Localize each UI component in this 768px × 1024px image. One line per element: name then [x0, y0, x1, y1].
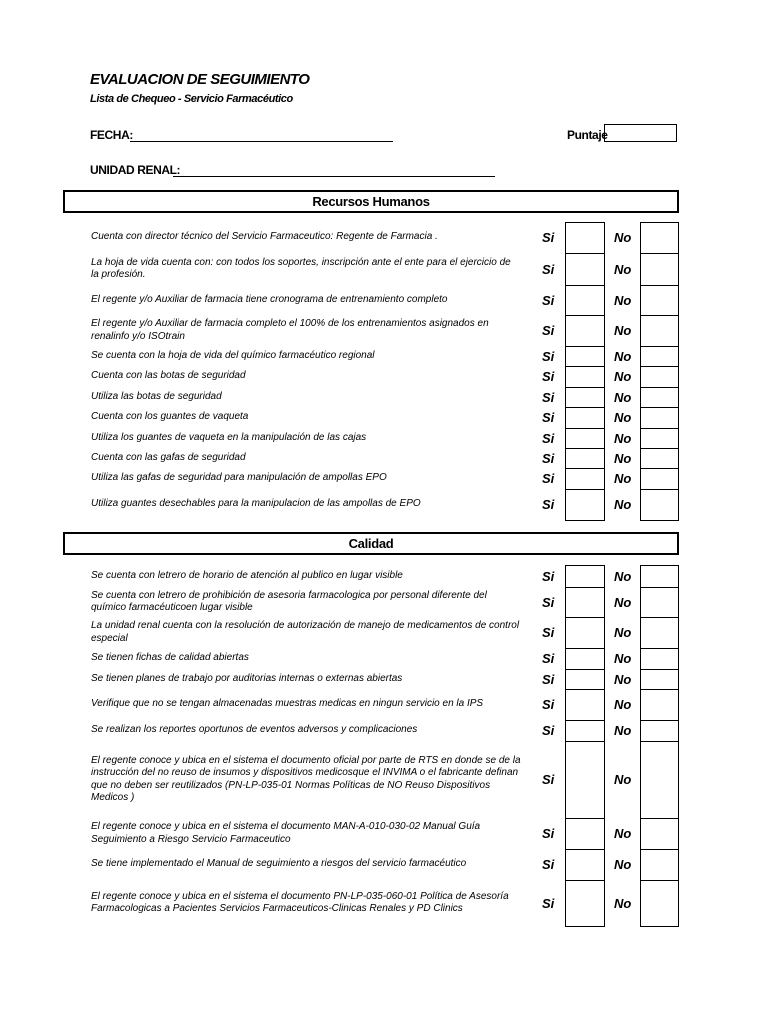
- no-checkbox[interactable]: [640, 587, 679, 618]
- checklist-item-text: La unidad renal cuenta con la resolución de autorización de manejo de medicamentos de control especial: [91, 620, 520, 644]
- si-label: Si: [542, 292, 555, 308]
- checklist-item-text: Se tienen planes de trabajo por auditorias internas o externas abiertas: [91, 672, 403, 684]
- no-label: No: [614, 261, 632, 277]
- puntaje-label: Puntaje: [567, 128, 608, 142]
- no-checkbox[interactable]: [640, 222, 679, 254]
- si-checkbox[interactable]: [565, 428, 605, 449]
- no-checkbox[interactable]: [640, 669, 679, 690]
- no-label: No: [614, 671, 632, 687]
- checklist-item-text: Se tiene implementado el Manual de seguimiento a riesgos del servicio farmacéutico: [91, 858, 467, 870]
- checklist-item-text: La hoja de vida cuenta con: con todos los soportes, inscripción ante el ente para el ejercicio de la profesión.: [91, 256, 511, 280]
- si-checkbox[interactable]: [565, 346, 605, 367]
- si-label: Si: [542, 348, 555, 364]
- document-subtitle: Lista de Chequeo - Servicio Farmacéutico: [90, 93, 293, 105]
- no-checkbox[interactable]: [640, 428, 679, 449]
- checklist-item-text: El regente conoce y ubica en el sistema el documento MAN-A-010-030-02 Manual Guía Seguimiento a Riesgo Servicio Farmaceutico: [91, 821, 481, 845]
- si-label: Si: [542, 471, 555, 486]
- no-label: No: [614, 697, 632, 712]
- checklist-item-text: Cuenta con los guantes de vaqueta: [91, 411, 249, 423]
- si-checkbox[interactable]: [565, 222, 605, 254]
- checklist-item-text: Verifique que no se tengan almacenadas muestras medicas en ningun servicio en la IPS: [91, 698, 484, 710]
- checklist-item-text: Utiliza los guantes de vaqueta en la manipulación de las cajas: [91, 431, 367, 443]
- si-label: Si: [542, 772, 555, 787]
- no-checkbox[interactable]: [640, 448, 679, 469]
- no-label: No: [614, 772, 632, 787]
- no-label: No: [614, 450, 632, 466]
- no-label: No: [614, 895, 632, 911]
- no-checkbox[interactable]: [640, 648, 679, 670]
- si-label: Si: [542, 625, 555, 640]
- si-checkbox[interactable]: [565, 565, 605, 588]
- no-checkbox[interactable]: [640, 849, 679, 881]
- checklist-item-text: Se tienen fichas de calidad abiertas: [91, 652, 249, 664]
- si-label: Si: [542, 594, 555, 610]
- checklist-item-text: El regente conoce y ubica en el sistema el documento PN-LP-035-060-01 Política de Asesoría Farmacologicas a Pacientes Servicios Farmaceuticos-Clinicas Renales y PD Clinics: [91, 890, 509, 914]
- section-header: Recursos Humanos: [63, 190, 679, 213]
- no-label: No: [614, 410, 632, 425]
- si-checkbox[interactable]: [565, 669, 605, 690]
- si-label: Si: [542, 826, 555, 841]
- si-checkbox[interactable]: [565, 285, 605, 316]
- no-checkbox[interactable]: [640, 315, 679, 347]
- si-label: Si: [542, 857, 555, 872]
- si-checkbox[interactable]: [565, 648, 605, 670]
- si-label: Si: [542, 230, 555, 245]
- no-label: No: [614, 323, 632, 338]
- no-checkbox[interactable]: [640, 741, 679, 819]
- puntaje-field[interactable]: [604, 124, 677, 142]
- checklist-item-text: Se cuenta con la hoja de vida del químico farmacéutico regional: [91, 349, 375, 361]
- no-label: No: [614, 568, 632, 584]
- si-label: Si: [542, 497, 555, 512]
- si-checkbox[interactable]: [565, 315, 605, 347]
- no-checkbox[interactable]: [640, 489, 679, 521]
- si-label: Si: [542, 369, 555, 384]
- document-title: EVALUACION DE SEGUIMIENTO: [90, 71, 310, 88]
- si-label: Si: [542, 450, 555, 466]
- si-checkbox[interactable]: [565, 366, 605, 388]
- no-checkbox[interactable]: [640, 407, 679, 429]
- checklist-item-text: Se cuenta con letrero de prohibición de asesoria farmacologica por personal diferente del químico farmacéuticoen lugar visible: [91, 589, 487, 613]
- si-checkbox[interactable]: [565, 880, 605, 927]
- no-checkbox[interactable]: [640, 565, 679, 588]
- checklist-item-text: El regente y/o Auxiliar de farmacia tiene cronograma de entrenamiento completo: [91, 293, 448, 305]
- si-label: Si: [542, 651, 555, 666]
- si-label: Si: [542, 389, 555, 405]
- no-label: No: [614, 723, 632, 738]
- si-label: Si: [542, 410, 555, 425]
- no-label: No: [614, 625, 632, 640]
- si-checkbox[interactable]: [565, 468, 605, 490]
- si-label: Si: [542, 895, 555, 911]
- no-checkbox[interactable]: [640, 346, 679, 367]
- si-checkbox[interactable]: [565, 448, 605, 469]
- unidad-renal-field[interactable]: [173, 176, 495, 177]
- si-checkbox[interactable]: [565, 849, 605, 881]
- checklist-item-text: Cuenta con las botas de seguridad: [91, 370, 246, 382]
- si-checkbox[interactable]: [565, 741, 605, 819]
- no-label: No: [614, 389, 632, 405]
- si-checkbox[interactable]: [565, 689, 605, 721]
- si-checkbox[interactable]: [565, 617, 605, 649]
- section-header: Calidad: [63, 532, 679, 555]
- checklist-item-text: Cuenta con director técnico del Servicio Farmaceutico: Regente de Farmacia .: [91, 231, 438, 243]
- no-label: No: [614, 594, 632, 610]
- si-label: Si: [542, 568, 555, 584]
- no-checkbox[interactable]: [640, 468, 679, 490]
- no-label: No: [614, 826, 632, 841]
- checklist-item-text: Cuenta con las gafas de seguridad: [91, 451, 246, 463]
- si-checkbox[interactable]: [565, 720, 605, 742]
- no-checkbox[interactable]: [640, 689, 679, 721]
- no-checkbox[interactable]: [640, 253, 679, 286]
- checklist-item-text: El regente y/o Auxiliar de farmacia completo el 100% de los entrenamientos asignados en renalinfo y/o ISOtrain: [91, 318, 489, 342]
- no-checkbox[interactable]: [640, 285, 679, 316]
- checklist-item-text: Se cuenta con letrero de horario de atención al publico en lugar visible: [91, 569, 403, 581]
- si-checkbox[interactable]: [565, 489, 605, 521]
- checklist-item-text: Utiliza las botas de seguridad: [91, 390, 222, 402]
- si-checkbox[interactable]: [565, 253, 605, 286]
- checklist-item-text: Utiliza las gafas de seguridad para manipulación de ampollas EPO: [91, 472, 387, 484]
- si-label: Si: [542, 671, 555, 687]
- si-checkbox[interactable]: [565, 818, 605, 850]
- si-label: Si: [542, 697, 555, 712]
- no-label: No: [614, 471, 632, 486]
- checklist-item-text: El regente conoce y ubica en el sistema el documento oficial por parte de RTS en donde se de la instrucción del no reuso de insumos y dispositivos medicosque el INVIMA o el fabricante definan que no deben ser reutilizados (PN-LP-035-01 Normas Políticas de NO Reuso Dispositivos Medicos ): [91, 754, 521, 803]
- no-label: No: [614, 230, 632, 245]
- si-label: Si: [542, 723, 555, 738]
- si-label: Si: [542, 323, 555, 338]
- no-checkbox[interactable]: [640, 617, 679, 649]
- no-label: No: [614, 497, 632, 512]
- no-checkbox[interactable]: [640, 366, 679, 388]
- si-label: Si: [542, 261, 555, 277]
- no-checkbox[interactable]: [640, 387, 679, 408]
- fecha-field[interactable]: [130, 141, 393, 142]
- no-label: No: [614, 857, 632, 872]
- no-label: No: [614, 369, 632, 384]
- no-checkbox[interactable]: [640, 818, 679, 850]
- si-checkbox[interactable]: [565, 587, 605, 618]
- si-checkbox[interactable]: [565, 387, 605, 408]
- no-label: No: [614, 651, 632, 666]
- si-checkbox[interactable]: [565, 407, 605, 429]
- checklist-item-text: Utiliza guantes desechables para la manipulacion de las ampollas de EPO: [91, 498, 421, 510]
- checklist-item-text: Se realizan los reportes oportunos de eventos adversos y complicaciones: [91, 724, 418, 736]
- no-checkbox[interactable]: [640, 720, 679, 742]
- no-label: No: [614, 292, 632, 308]
- no-label: No: [614, 348, 632, 364]
- fecha-label: FECHA:: [90, 128, 133, 142]
- no-label: No: [614, 430, 632, 446]
- no-checkbox[interactable]: [640, 880, 679, 927]
- si-label: Si: [542, 430, 555, 446]
- unidad-renal-label: UNIDAD RENAL:: [90, 163, 181, 177]
